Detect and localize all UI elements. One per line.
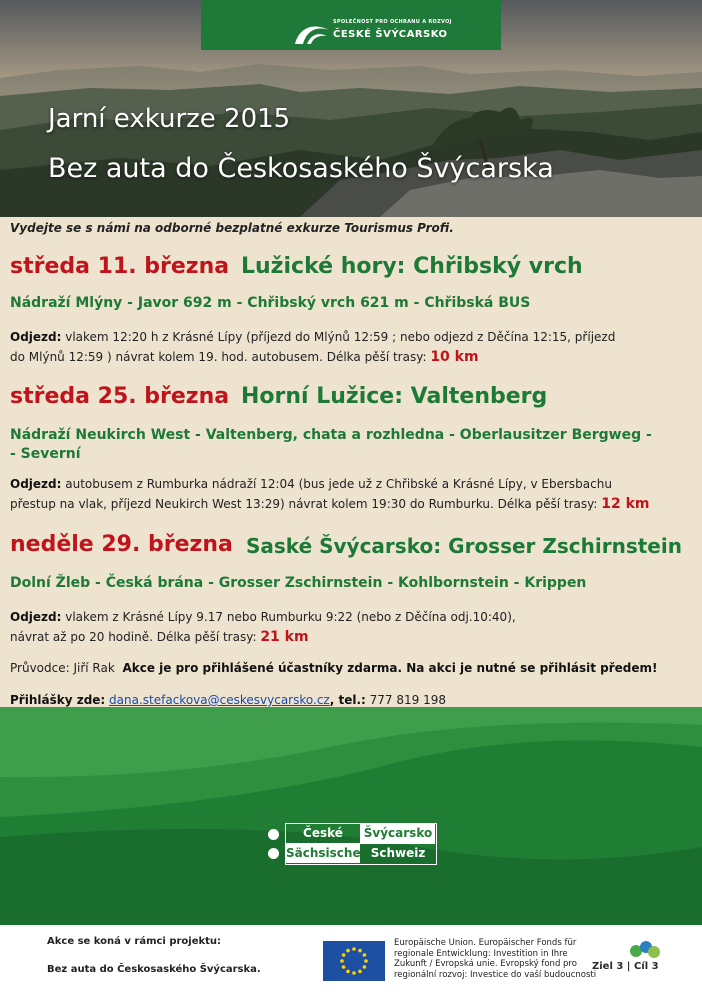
trip1-line2: do Mlýnů 12:59 ) návrat kolem 19. hod. autobusem. Délka pěší trasy: [10, 350, 431, 364]
registration-tel: 777 819 198 [369, 693, 446, 707]
footer [0, 925, 702, 994]
trip2-region: Horní Lužice: Valtenberg [241, 384, 548, 409]
ziel3-logo [592, 939, 690, 991]
eu-line: regionale Entwicklung: Investition in Ihre [394, 948, 568, 959]
trip3-line2: návrat až po 20 hodině. Délka pěší trasy: [10, 630, 261, 644]
logo-box [201, 0, 501, 50]
page-subtitle: Bez auta do Českosaského Švýcarska [48, 153, 554, 184]
ziel3-label: Ziel 3 | Cíl 3 [592, 961, 659, 972]
trip3-description [10, 607, 516, 647]
logo-dot-icon [268, 848, 279, 859]
logo-cz1: České [286, 824, 361, 844]
registration-label: Přihlášky zde: [10, 693, 106, 707]
wave-graphic [0, 707, 702, 925]
trip3-date: neděle 29. března [10, 532, 233, 557]
registration-tel-label: , tel.: [329, 693, 366, 707]
registration-email-link[interactable]: dana.stefackova@ceskesvycarsko.cz [109, 693, 330, 707]
logo-cz2: Švýcarsko [361, 824, 435, 844]
trip2-depart-label: Odjezd: [10, 477, 62, 491]
eu-flag-icon [323, 941, 385, 981]
project-line1: Akce se koná v rámci projektu: [47, 936, 222, 947]
guide-note: Akce je pro přihlášené účastníky zdarma. Na akci je nutné se přihlásit předem! [122, 661, 658, 675]
guide-line [10, 658, 657, 678]
trip1-date: středa 11. března [10, 254, 230, 279]
trip1-line1: vlakem 12:20 h z Krásné Lípy (příjezd do Mlýnů 12:59 ; nebo odjezd z Děčína 12:15, příjezd [61, 330, 616, 344]
trip2-line2: přestup na vlak, příjezd Neukirch West 13:29) návrat kolem 19:30 do Rumburku. Délka pěší trasy: [10, 497, 602, 511]
logo-de2: Schweiz [370, 846, 426, 860]
trip1-distance: 10 km [430, 349, 479, 365]
logo-dot-icon [268, 829, 279, 840]
green-banner [0, 707, 702, 925]
eu-line: Zukunft / Evropská unie. Evropský fond pro [394, 959, 577, 969]
project-line2: Bez auta do Českosaského Švýcarska. [47, 964, 261, 975]
page-title: Jarní exkurze 2015 [48, 104, 291, 134]
logo-main-text: ČESKÉ ŠVÝCARSKO [333, 29, 448, 40]
ceske-svycarsko-logo [285, 823, 437, 865]
hero-banner [0, 0, 702, 217]
eu-line: Europäische Union. Europäischer Fonds für [394, 938, 577, 948]
logo-mark-icon [293, 20, 331, 46]
trip1-route: Nádraží Mlýny - Javor 692 m - Chřibský vrch 621 m - Chřibská BUS [10, 295, 531, 311]
logo-de1: Sächsische [286, 844, 360, 863]
trip1-depart-label: Odjezd: [10, 330, 62, 344]
trip2-distance: 12 km [601, 496, 650, 512]
ziel3-mark-icon [626, 939, 666, 959]
trip1-region: Lužické hory: Chřibský vrch [241, 254, 583, 279]
eu-funding-text [394, 938, 596, 980]
trip3-route: Dolní Žleb - Česká brána - Grosser Zschirnstein - Kohlbornstein - Krippen [10, 575, 587, 591]
trip3-line1: vlakem z Krásné Lípy 9.17 nebo Rumburku 9:22 (nebo z Děčína odj.10:40), [61, 610, 516, 624]
trip2-date: středa 25. března [10, 384, 230, 409]
trip2-route-line1: Nádraží Neukirch West - Valtenberg, chata a rozhledna - Oberlausitzer Bergweg - [10, 427, 652, 443]
trip1-description [10, 327, 615, 367]
eu-line: regionální rozvoj: Investice do vaší budoucnosti [394, 969, 597, 980]
guide-label: Průvodce: Jiří Rak [10, 661, 115, 675]
trip3-distance: 21 km [260, 629, 309, 645]
trip3-region: Saské Švýcarsko: Grosser Zschirnstein [246, 534, 682, 558]
trip2-route-line2: - Severní [10, 446, 81, 462]
intro-text: Vydejte se s námi na odborné bezplatné exkurze Tourismus Profi. [10, 221, 454, 235]
trip2-line1: autobusem z Rumburka nádraží 12:04 (bus jede už z Chřibské a Krásné Lípy, v Ebersbachu [61, 477, 612, 491]
logo-small-text: SPOLEČNOST PRO OCHRANU A ROZVOJ [333, 19, 452, 25]
trip3-depart-label: Odjezd: [10, 610, 62, 624]
trip2-description [10, 474, 650, 514]
content-panel [0, 217, 702, 707]
